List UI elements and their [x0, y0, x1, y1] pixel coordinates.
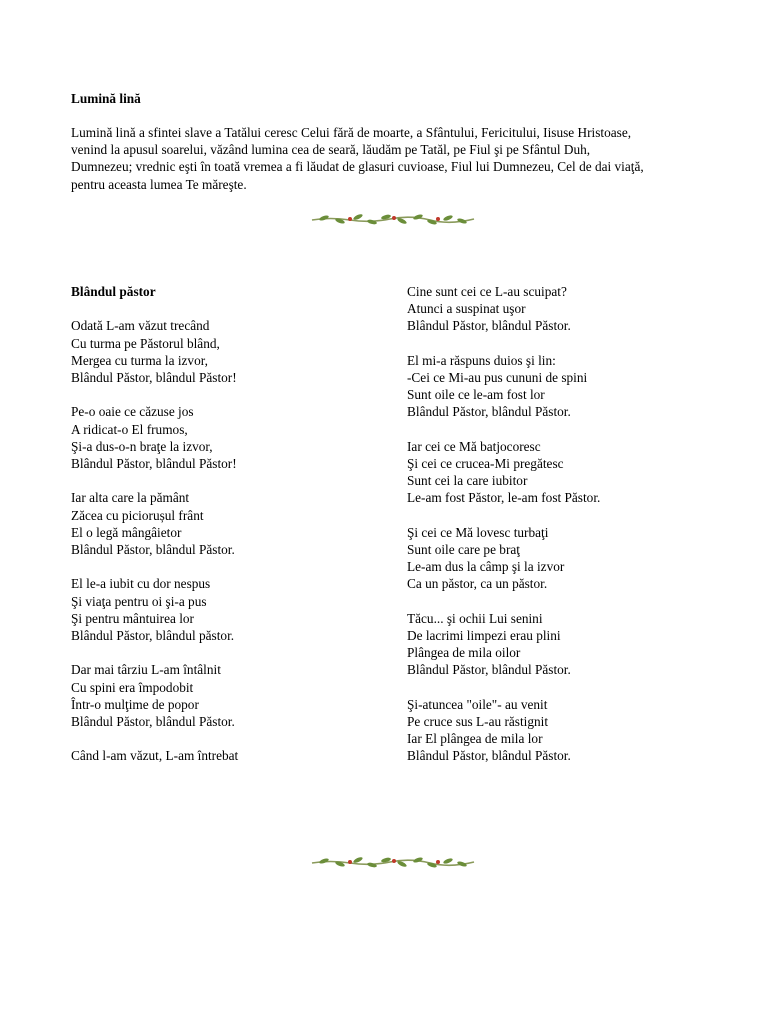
paragraph-line: pentru aceasta lumea Te măreşte. [71, 176, 247, 192]
poem-line: Sunt cei la care iubitor [407, 473, 528, 489]
poem-line: Le-am fost Păstor, le-am fost Păstor. [407, 490, 601, 506]
poem-line: Blândul Păstor, blândul păstor. [71, 628, 235, 643]
holly-divider-top [310, 211, 476, 227]
poem-line: Cu spini era împodobit [71, 679, 194, 695]
poem-line: Şi pentru mântuirea lor [71, 610, 194, 626]
section1-paragraph [71, 124, 711, 193]
holly-garland-icon [310, 211, 476, 227]
poem-line: Pe cruce sus L-au răstignit [407, 714, 549, 729]
section2-title: Blândul păstor [71, 284, 156, 299]
poem-right-column [407, 283, 600, 782]
poem-line: Şi cei ce crucea-Mi pregătesc [407, 456, 564, 471]
poem-line: Mergea cu turma la izvor, [71, 352, 208, 368]
right-stanzas [407, 283, 600, 765]
stanza [407, 352, 600, 421]
poem-line: Blândul Păstor, blândul Păstor. [71, 542, 235, 557]
poem-line: -Cei ce Mi-au pus cununi de spini [407, 370, 588, 385]
stanza [407, 610, 600, 679]
poem-line: Pe-o oaie ce căzuse jos [71, 404, 194, 420]
section1-title: Lumină lină [71, 91, 141, 106]
left-stanzas [71, 317, 238, 764]
stanza [71, 747, 238, 764]
paragraph-line: Dumnezeu; vrednic eşti în toată vremea a fi lăudat de glasuri cuvioase, Fiul lui Dumnezeu, Cel de dai viaţă, [71, 159, 644, 175]
paragraph-line: venind la apusul soarelui, văzând lumina cea de seară, lăudăm pe Tatăl, pe Fiul şi pe Sfântul Duh, [71, 142, 591, 158]
stanza [407, 283, 600, 335]
stanza [407, 524, 600, 593]
stanza [407, 438, 600, 507]
poem-line: Blândul Păstor, blândul Păstor! [71, 456, 237, 471]
poem-line: Ca un păstor, ca un păstor. [407, 576, 548, 592]
poem-line: El mi-a răspuns duios şi lin: [407, 352, 556, 368]
poem-line: Atunci a suspinat uşor [407, 301, 526, 317]
poem-line: Într-o mulţime de popor [71, 696, 199, 712]
poem-line: Blândul Păstor, blândul Păstor. [407, 318, 571, 334]
poem-line: Blândul Păstor, blândul Păstor. [407, 404, 571, 420]
poem-line: El le-a iubit cu dor nespus [71, 576, 211, 592]
poem-line: Odată L-am văzut trecând [71, 318, 210, 334]
stanza [407, 696, 600, 765]
poem-line: Blândul Păstor, blândul Păstor! [71, 370, 237, 385]
poem-line: Zăcea cu piciorușul frânt [71, 507, 204, 523]
poem-line: Sunt oile care pe braţ [407, 542, 520, 557]
holly-garland-icon [310, 854, 476, 870]
poem-line: Cine sunt cei ce L-au scuipat? [407, 284, 567, 299]
poem-line: Când l-am văzut, L-am întrebat [71, 748, 239, 764]
poem-line: Şi-atuncea "oile"- au venit [407, 696, 548, 712]
poem-line: Sunt oile ce le-am fost lor [407, 387, 545, 403]
stanza [71, 575, 238, 644]
paragraph-line: Lumină lină a sfintei slave a Tatălui ceresc Celui fără de moarte, a Sfântului, Fericitului, Iisuse Hristoase, [71, 125, 632, 140]
poem-line: Blândul Păstor, blândul Păstor. [407, 748, 571, 764]
poem-left-column [71, 283, 238, 782]
poem-line: Dar mai târziu L-am întâlnit [71, 662, 221, 678]
holly-divider-bottom [310, 854, 476, 870]
poem-line: El o legă mângâietor [71, 524, 182, 540]
poem-line: Blândul Păstor, blândul Păstor. [407, 662, 571, 678]
poem-line: Şi viaţa pentru oi şi-a pus [71, 593, 207, 609]
poem-line: Cu turma pe Păstorul blând, [71, 335, 220, 351]
poem-line: Şi-a dus-o-n braţe la izvor, [71, 438, 213, 454]
poem-line: A ridicat-o El frumos, [71, 421, 188, 437]
stanza [71, 403, 238, 472]
poem-line: Tăcu... şi ochii Lui senini [407, 610, 543, 626]
poem-line: Plângea de mila oilor [407, 645, 521, 661]
poem-line: Le-am dus la câmp şi la izvor [407, 559, 565, 575]
poem-line: Şi cei ce Mă lovesc turbaţi [407, 524, 549, 540]
poem-line: Blândul Păstor, blândul Păstor. [71, 714, 235, 729]
poem-line: Iar El plângea de mila lor [407, 731, 543, 747]
stanza [71, 661, 238, 730]
stanza [71, 317, 238, 386]
poem-line: Iar alta care la pământ [71, 490, 190, 506]
stanza [71, 489, 238, 558]
poem-line: Iar cei ce Mă batjocoresc [407, 438, 541, 454]
poem-line: De lacrimi limpezi erau plini [407, 628, 561, 643]
